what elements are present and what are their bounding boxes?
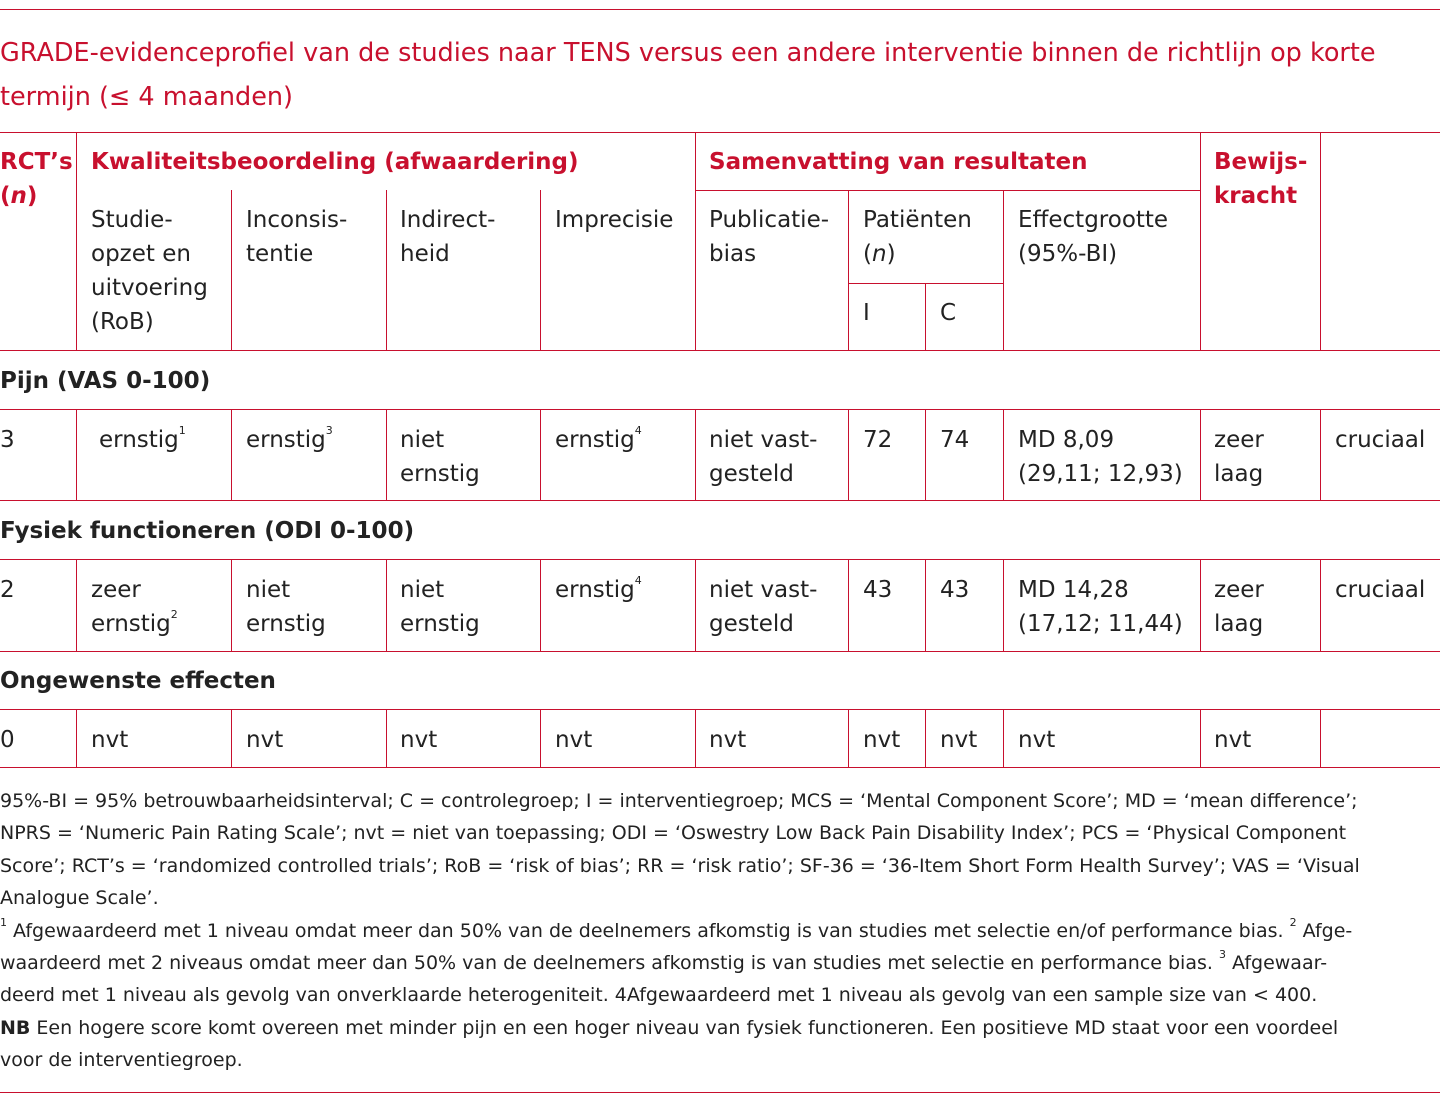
section-title-pain: Pijn (VAS 0-100) (0, 368, 211, 394)
cell-effect: MD 14,28 (17,12; 11,44) (1018, 577, 1183, 637)
cell-design: ernstig$^1$ (99, 424, 186, 453)
row-vline (1003, 709, 1004, 767)
row-vline (386, 709, 387, 767)
header-vline (76, 132, 77, 350)
header-vline (231, 190, 232, 350)
row-vline (1003, 409, 1004, 500)
cell-indirectness: nvt (400, 727, 438, 753)
cell-publication-bias: niet vast- gesteld (709, 577, 818, 637)
row-vline (231, 559, 232, 651)
row-vline (540, 409, 541, 500)
section-title-adverse-effects: Ongewenste effecten (0, 668, 276, 694)
row-vline (848, 559, 849, 651)
section1-row-rule (0, 500, 1440, 501)
cell-patients-i: 43 (863, 577, 893, 603)
header-inconsistency: Inconsis- tentie (246, 207, 348, 267)
header-vline (1003, 190, 1004, 350)
row-vline (76, 409, 77, 500)
row-vline (1320, 559, 1321, 651)
cell-inconsistency: ernstig$^3$ (246, 424, 333, 453)
cell-publication-bias: nvt (709, 727, 747, 753)
section1-title-rule (0, 409, 1440, 410)
row-vline (386, 559, 387, 651)
header-vline (540, 190, 541, 350)
cell-rcts: 0 (0, 727, 15, 753)
cell-importance: cruciaal (1335, 427, 1426, 453)
row-vline (848, 409, 849, 500)
cell-importance: cruciaal (1335, 577, 1426, 603)
row-vline (1320, 409, 1321, 500)
cell-indirectness: niet ernstig (400, 427, 480, 487)
header-bottom-rule (0, 350, 1440, 351)
cell-patients-c: 43 (940, 577, 970, 603)
table-bottom-rule (0, 767, 1440, 768)
row-vline (386, 409, 387, 500)
cell-evidence: nvt (1214, 727, 1252, 753)
top-rule (0, 9, 1440, 10)
footnote-nb-cont: voor de interventiegroep. (0, 1049, 243, 1072)
cell-evidence: zeer laag (1214, 427, 1264, 487)
row-vline (925, 409, 926, 500)
row-vline (1200, 559, 1201, 651)
section3-title-rule (0, 709, 1440, 710)
header-patients-i: I (863, 300, 870, 326)
cell-imprecision: ernstig$^4$ (555, 574, 642, 603)
header-vline (848, 190, 849, 350)
cell-patients-c: 74 (940, 427, 970, 453)
cell-patients-c: nvt (940, 727, 978, 753)
header-evidence: Bewijs- kracht (1214, 149, 1308, 209)
header-vline (1200, 132, 1201, 350)
table-title: GRADE-evidenceprofiel van de studies naar TENS versus een andere interventie binnen de richtlijn op korte termijn (≤ 4 maanden) (0, 38, 1376, 112)
footnote-nb: NB Een hogere score komt overeen met minder pijn en een hoger niveau van fysiek functioneren. Een positieve MD staat voor een voordeel (0, 1016, 1339, 1039)
cell-effect: nvt (1018, 727, 1056, 753)
abbreviations-line: 95%-BI = 95% betrouwbaarheidsinterval; C = controlegroep; I = interventiegroep; MCS = ‘Mental Component Score’; MD = ‘mean difference’; (0, 790, 1358, 812)
header-study-design: Studie- opzet en uitvoering (RoB) (91, 207, 208, 335)
footnote-3-4: deerd met 1 niveau als gevolg van onverklaarde heterogeniteit. 4Afgewaardeerd met 1 niveau als gevolg van een sample size van < 400. (0, 984, 1318, 1007)
cell-design: zeer ernstig$^2$ (91, 577, 178, 637)
header-vline (1320, 132, 1321, 350)
footnotes (0, 785, 1438, 1077)
header-patients: Patiënten (n) (863, 207, 972, 267)
cell-rcts: 2 (0, 577, 15, 603)
cell-evidence: zeer laag (1214, 577, 1264, 637)
cell-rcts: 3 (0, 427, 15, 453)
row-vline (231, 709, 232, 767)
header-vline (386, 190, 387, 350)
section-title-physical-function: Fysiek functioneren (ODI 0-100) (0, 518, 415, 544)
header-patients-c: C (940, 300, 957, 326)
row-vline (1003, 559, 1004, 651)
row-vline (925, 559, 926, 651)
header-effect-size: Effectgrootte (95%-BI) (1018, 207, 1169, 267)
row-vline (76, 559, 77, 651)
cell-patients-i: 72 (863, 427, 893, 453)
header-quality-group: Kwaliteitsbeoordeling (afwaardering) (91, 149, 579, 175)
cell-effect: MD 8,09 (29,11; 12,93) (1018, 427, 1183, 487)
row-vline (695, 709, 696, 767)
header-vline (925, 283, 926, 350)
row-vline (848, 709, 849, 767)
group-header-rule (695, 190, 1200, 191)
row-vline (231, 409, 232, 500)
header-indirectness: Indirect- heid (400, 207, 496, 267)
cell-publication-bias: niet vast- gesteld (709, 427, 818, 487)
cell-imprecision: ernstig$^4$ (555, 424, 642, 453)
header-publication-bias: Publicatie- bias (709, 207, 830, 267)
section2-title-rule (0, 559, 1440, 560)
title-bottom-rule (0, 132, 1440, 133)
header-vline (695, 132, 696, 350)
row-vline (925, 709, 926, 767)
header-rcts: RCT’s (n) (0, 149, 73, 209)
row-vline (540, 559, 541, 651)
row-vline (695, 559, 696, 651)
row-vline (1320, 709, 1321, 767)
cell-inconsistency: niet ernstig (246, 577, 326, 637)
abbreviations-line: Score’; RCT’s = ‘randomized controlled trials’; RoB = ‘risk of bias’; RR = ‘risk ratio’; SF-36 = ‘36-Item Short Form Health Survey’; VAS = ‘Visual (0, 854, 1360, 877)
row-vline (695, 409, 696, 500)
footnote-1-2: $^1$ Afgewaardeerd met 1 niveau omdat meer dan 50% van de deelnemers afkomstig is van studies met selectie en/of performance bias. $^2$ Afge- (0, 915, 1353, 942)
section2-row-rule (0, 651, 1440, 652)
row-vline (1200, 709, 1201, 767)
abbreviations-line: Analogue Scale’. (0, 887, 159, 910)
header-imprecision: Imprecisie (555, 207, 674, 233)
cell-patients-i: nvt (863, 727, 901, 753)
abbreviations-line: NPRS = ‘Numeric Pain Rating Scale’; nvt = niet van toepassing; ODI = ‘Oswestry Low Back Pain Disability Index’; PCS = ‘Physical Component (0, 822, 1347, 845)
row-vline (76, 709, 77, 767)
row-vline (1200, 409, 1201, 500)
footnote-2-3: waardeerd met 2 niveaus omdat meer dan 50% van de deelnemers afkomstig is van studies met selectie en performance bias. $^3$ Afgewaar- (0, 948, 1328, 975)
page-bottom-rule (0, 1092, 1440, 1093)
row-vline (540, 709, 541, 767)
cell-design: nvt (91, 727, 129, 753)
cell-inconsistency: nvt (246, 727, 284, 753)
cell-indirectness: niet ernstig (400, 577, 480, 637)
cell-imprecision: nvt (555, 727, 593, 753)
header-summary-group: Samenvatting van resultaten (709, 149, 1088, 175)
